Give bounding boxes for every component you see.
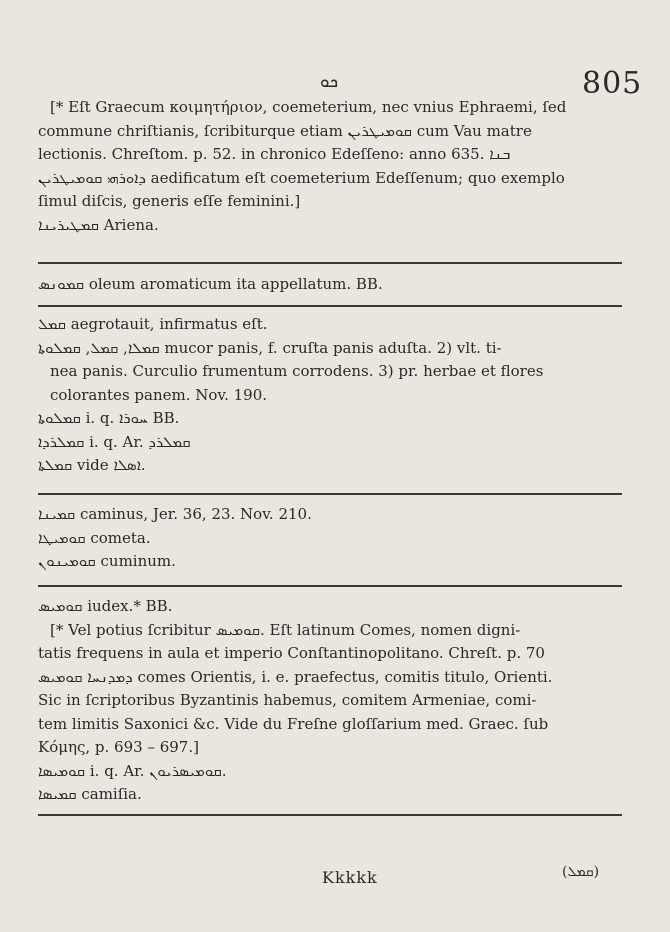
text-line: commune chriſtianis, ſcribiturque etiam ܩܘܡܝܛܪܝܢ cum Vau matre [38,121,532,140]
text-line: Sic in ſcriptoribus Byzantinis habemus, comitem Armeniae, comi- [38,691,537,709]
text-line: tatis frequens in aula et imperio Conſtantinopolitano. Chreſt. p. 70 [38,644,545,662]
text-line: colorantes panem. Nov. 190. [50,385,268,404]
text-line: ܩܡܠܘܬܐ i. q. ܚܘܪܐ BB. [38,409,180,427]
text-line: nea panis. Curculio frumentum corrodens. 3) pr. herbae et flores [50,362,544,380]
section-divider [38,493,622,495]
text-line: ܩܡܠܐ, ܩܡܠ, ܩܡܠܘܬܐ mucor panis, f. cruſta panis aduſta. 2) vlt. ti- [38,338,502,357]
text-line: ſimul diſcis, generis eſſe feminini.] [38,192,301,210]
text-line: ܩܘܡܝܛܐ cometa. [38,528,151,547]
text-line: Κόμης, p. 693 – 697.] [38,738,199,756]
signature-mark: Kkkkk [322,868,378,887]
text-line: ܕܡܕܢܚܐ ܩܘܡܝܣ comes Orientis, i. e. praefectus, comitis titulo, Orienti. [38,667,553,686]
text-line: ܩܘܡܝܣܐ i. q. Ar. ܩܘܡܝܣܪܝܘܢ. [38,761,227,780]
text-line: ܩܡܠܬܐ vide ܐܣܠܐ. [38,456,146,474]
section-divider [38,305,622,307]
text-line: ܩܡܛܝܪܝܢܐ Ariena. [38,215,159,234]
entry-block-coemeterium [38,96,626,237]
text-line: ܩܡܠܪܕܐ i. q. Ar. ܩܡܠܪܕ [38,432,191,451]
text-line: ܕܐܘܪܗܝ ܩܘܡܝܛܪܝܢ aedificatum eſt coemeterium Edeſſenum; quo exemplo [38,168,565,187]
text-line: ܩܡܠ aegrotauit, infirmatus eſt. [38,315,268,333]
text-line: [* Vel potius ſcribitur ܩܘܡܝܣ. Eſt latinum Comes, nomen digni- [50,620,521,639]
running-head: ܟܘ [320,72,339,92]
section-divider [38,585,622,587]
text-line: lectionis. Chreſtom. p. 52. in chronico Edeſſeno: anno 635. ܒܢܐ [38,145,511,163]
section-divider [38,262,622,264]
text-line: ܩܘܡܝܣ iudex.* BB. [38,597,173,615]
entry-block-caminus [38,503,626,574]
text-line: ܩܡܝܢܐ caminus, Jer. 36, 23. Nov. 210. [38,505,312,523]
text-line: ܩܡܘܢܣ oleum aromaticum ita appellatum. BB. [38,275,383,293]
entry-block-oleum [38,273,626,297]
page-number: 805 [582,66,643,101]
text-line: tem limitis Saxonici &c. Vide du Freſne gloſſarium med. Graec. ſub [38,714,549,733]
entry-block-iudex [38,595,626,807]
text-line: ܩܡܝܣܐ camiſia. [38,785,142,803]
entry-block-aegrotauit [38,313,626,478]
section-divider [38,814,622,816]
text-line: ܩܘܡܝܢܘܢ cuminum. [38,552,176,570]
catchword: (ܩܡܠ) [562,864,600,880]
text-line: [* Eſt Graecum κοιμητήριον, coemeterium, nec vnius Ephraemi, ſed [50,98,567,116]
